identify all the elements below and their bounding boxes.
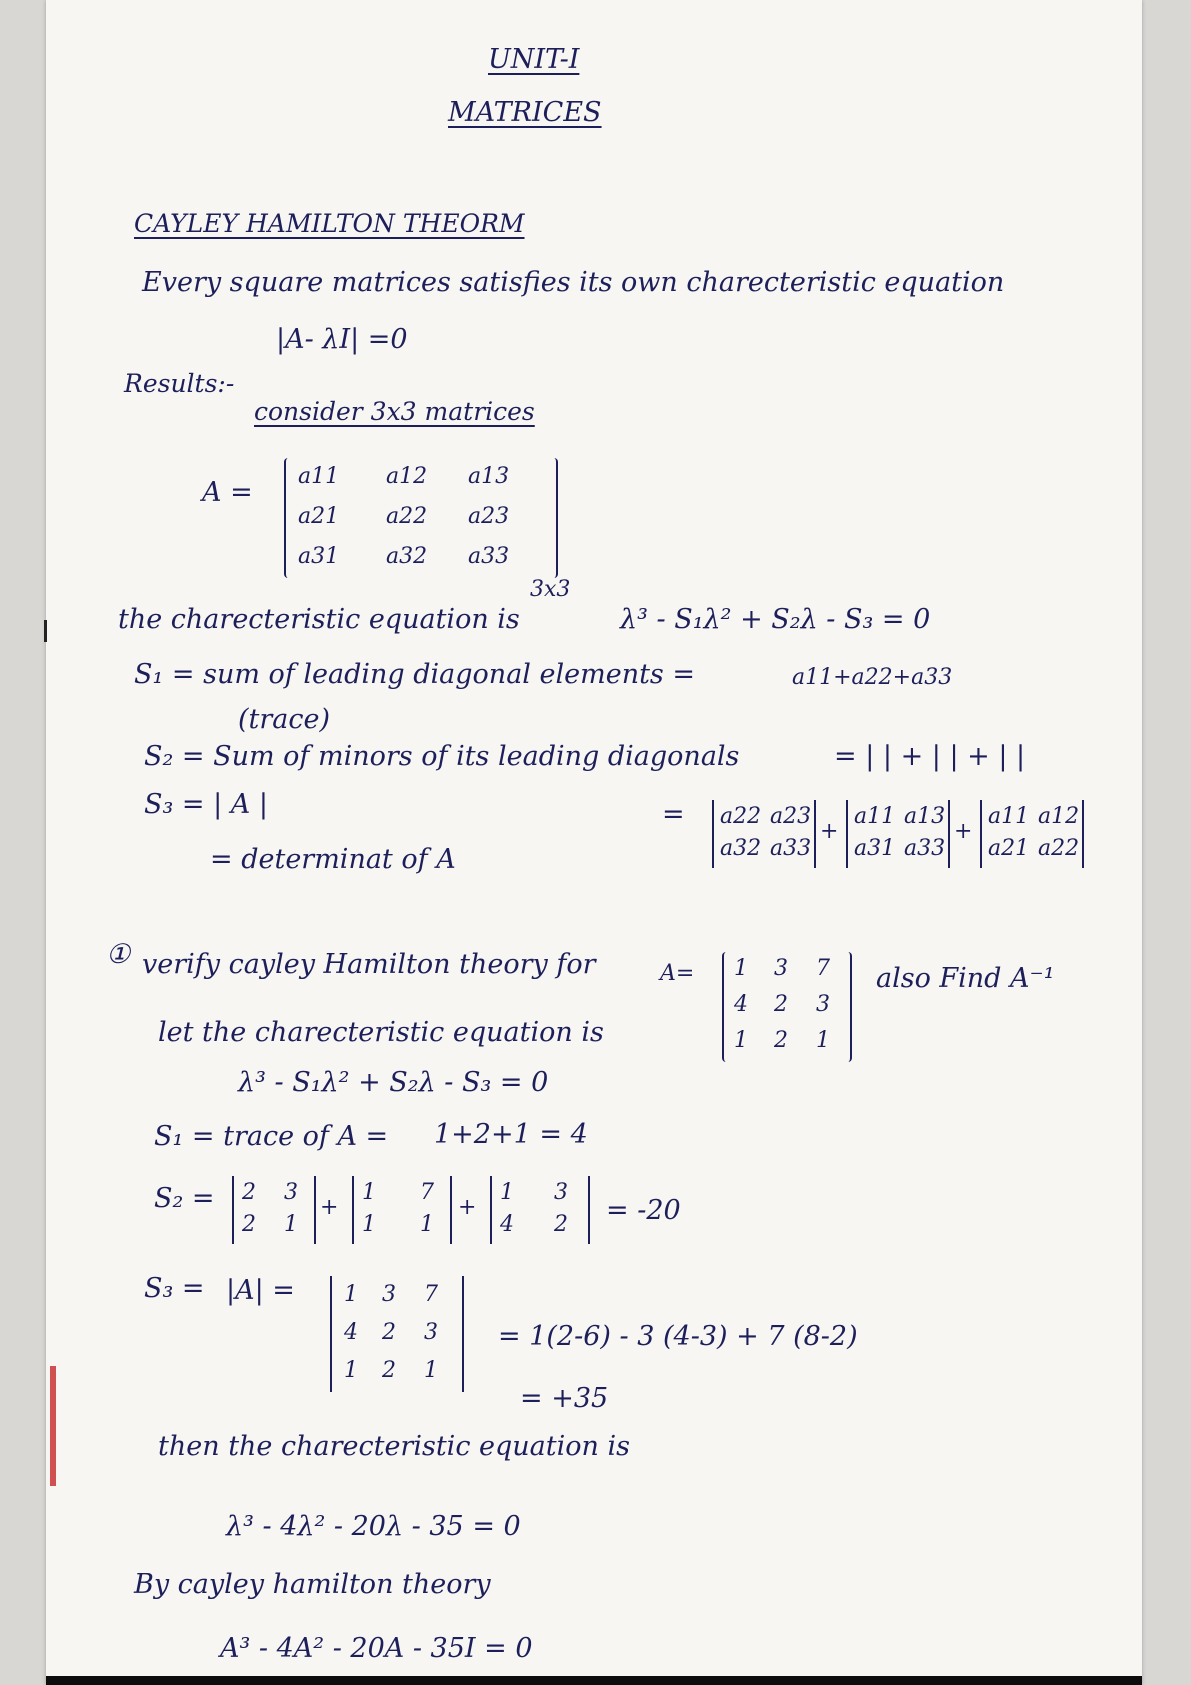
minor-2 — [846, 800, 950, 868]
plus-sign: + — [954, 819, 973, 844]
plus-sign: + — [458, 1195, 477, 1220]
general-matrix — [284, 458, 558, 578]
matrix-cell: 7 — [816, 956, 830, 981]
matrix-cell: a22 — [386, 504, 428, 529]
det-cell: 2 — [382, 1320, 396, 1345]
matrix-cell: a33 — [468, 544, 510, 569]
matrix-cell: a11 — [298, 464, 340, 489]
matrix-cell: a32 — [386, 544, 428, 569]
subject-title: MATRICES — [448, 97, 602, 128]
s3-definition: S₃ = | A | — [144, 789, 268, 820]
minor-cell: 1 — [420, 1212, 434, 1237]
results-heading: Results:- — [124, 369, 235, 398]
matrix-order: 3x3 — [530, 577, 571, 602]
minor-cell: a11 — [988, 804, 1030, 829]
theorem-statement: Every square matrices satisfies its own charecteristic equation — [142, 267, 1005, 298]
s1-definition: S₁ = sum of leading diagonal elements = — [134, 659, 695, 690]
char-eq: λ³ - S₁λ² + S₂λ - S₃ = 0 — [620, 604, 931, 635]
det-cell: 1 — [344, 1282, 358, 1307]
theorem-title: CAYLEY HAMILTON THEORM — [134, 209, 525, 238]
find-inverse-text: also Find A⁻¹ — [876, 963, 1055, 994]
minor-cell: 2 — [242, 1212, 256, 1237]
matrix-cell: 3 — [774, 956, 788, 981]
example-number: ① — [106, 939, 131, 970]
minor-cell: 2 — [242, 1180, 256, 1205]
minor-cell: a32 — [720, 836, 762, 861]
trace-label: (trace) — [238, 704, 331, 735]
minor-cell: a11 — [854, 804, 896, 829]
minor-cell: 1 — [284, 1212, 298, 1237]
det-cell: 2 — [382, 1358, 396, 1383]
example-a-label: A= — [660, 961, 695, 986]
example-s2-label: S₂ = — [154, 1183, 215, 1214]
minor-cell: a22 — [1038, 836, 1080, 861]
plus-sign: + — [320, 1195, 339, 1220]
margin-mark — [44, 620, 47, 642]
s2-minor-1 — [232, 1176, 316, 1244]
example-char-eq: λ³ - S₁λ² + S₂λ - S₃ = 0 — [238, 1067, 549, 1098]
s2-minor-2 — [352, 1176, 452, 1244]
matrix-a-label: A = — [202, 477, 253, 508]
example-s3-expansion: = 1(2-6) - 3 (4-3) + 7 (8-2) — [498, 1321, 858, 1352]
minor-cell: 4 — [500, 1212, 514, 1237]
minor-cell: a21 — [988, 836, 1030, 861]
matrix-cell: 2 — [774, 992, 788, 1017]
matrix-cell: 2 — [774, 1028, 788, 1053]
plus-sign: + — [820, 819, 839, 844]
example-s2-result: = -20 — [606, 1195, 681, 1226]
det-cell: 1 — [424, 1358, 438, 1383]
example-s3-label: S₃ = — [144, 1273, 205, 1304]
matrix-cell: 1 — [734, 1028, 748, 1053]
det-cell: 1 — [344, 1358, 358, 1383]
minor-cell: a33 — [770, 836, 812, 861]
matrix-cell: 3 — [816, 992, 830, 1017]
det-cell: 3 — [424, 1320, 438, 1345]
s2-definition: S₂ = Sum of minors of its leading diagonals — [144, 741, 740, 772]
example-s3-result: = +35 — [520, 1383, 609, 1414]
s2-minor-3 — [490, 1176, 590, 1244]
characteristic-equation-basic: |A- λI| =0 — [276, 324, 408, 355]
minor-cell: 7 — [420, 1180, 434, 1205]
minor-cell: 3 — [284, 1180, 298, 1205]
minor-cell: a31 — [854, 836, 896, 861]
let-text: let the charecteristic equation is — [158, 1017, 604, 1048]
minor-1 — [712, 800, 816, 868]
matrix-cell: a21 — [298, 504, 340, 529]
matrix-cell: 1 — [816, 1028, 830, 1053]
matrix-cell: a23 — [468, 504, 510, 529]
minor-cell: a22 — [720, 804, 762, 829]
example-prompt: verify cayley Hamilton theory for — [142, 949, 596, 980]
minor-cell: 1 — [362, 1212, 376, 1237]
bottom-shadow-bar — [46, 1676, 1142, 1685]
minor-cell: a12 — [1038, 804, 1080, 829]
example-s1: S₁ = trace of A = — [154, 1121, 389, 1152]
matrix-cell: 4 — [734, 992, 748, 1017]
matrix-cell: a31 — [298, 544, 340, 569]
char-eq-text: the charecteristic equation is — [118, 604, 520, 635]
minor-cell: a23 — [770, 804, 812, 829]
example-s3-abs: |A| = — [226, 1275, 295, 1306]
matrix-cell: a12 — [386, 464, 428, 489]
red-edge-mark — [50, 1366, 56, 1486]
example-s1-calc: 1+2+1 = 4 — [434, 1119, 588, 1150]
det-cell: 7 — [424, 1282, 438, 1307]
minor-cell: a33 — [904, 836, 946, 861]
minor-cell: 1 — [362, 1180, 376, 1205]
consider-text: consider 3x3 matrices — [254, 397, 535, 426]
s3-determinant — [330, 1276, 464, 1392]
then-text: then the charecteristic equation is — [158, 1431, 630, 1462]
matrix-cell: a13 — [468, 464, 510, 489]
s2-equals: = — [662, 799, 685, 830]
minor-cell: 3 — [554, 1180, 568, 1205]
example-matrix — [722, 952, 852, 1062]
by-text: By cayley hamilton theory — [134, 1569, 491, 1600]
s3-determinant-note: = determinat of A — [210, 844, 456, 875]
s2-minors-outline: = | | + | | + | | — [834, 741, 1026, 772]
matrix-cell: 1 — [734, 956, 748, 981]
det-cell: 4 — [344, 1320, 358, 1345]
s1-value: a11+a22+a33 — [792, 665, 953, 690]
minor-cell: a13 — [904, 804, 946, 829]
det-cell: 3 — [382, 1282, 396, 1307]
unit-title: UNIT-I — [488, 44, 580, 75]
minor-cell: 1 — [500, 1180, 514, 1205]
then-eq: λ³ - 4λ² - 20λ - 35 = 0 — [226, 1511, 521, 1542]
minor-3 — [980, 800, 1084, 868]
notebook-page — [46, 0, 1142, 1685]
minor-cell: 2 — [554, 1212, 568, 1237]
final-equation: A³ - 4A² - 20A - 35I = 0 — [220, 1633, 533, 1664]
